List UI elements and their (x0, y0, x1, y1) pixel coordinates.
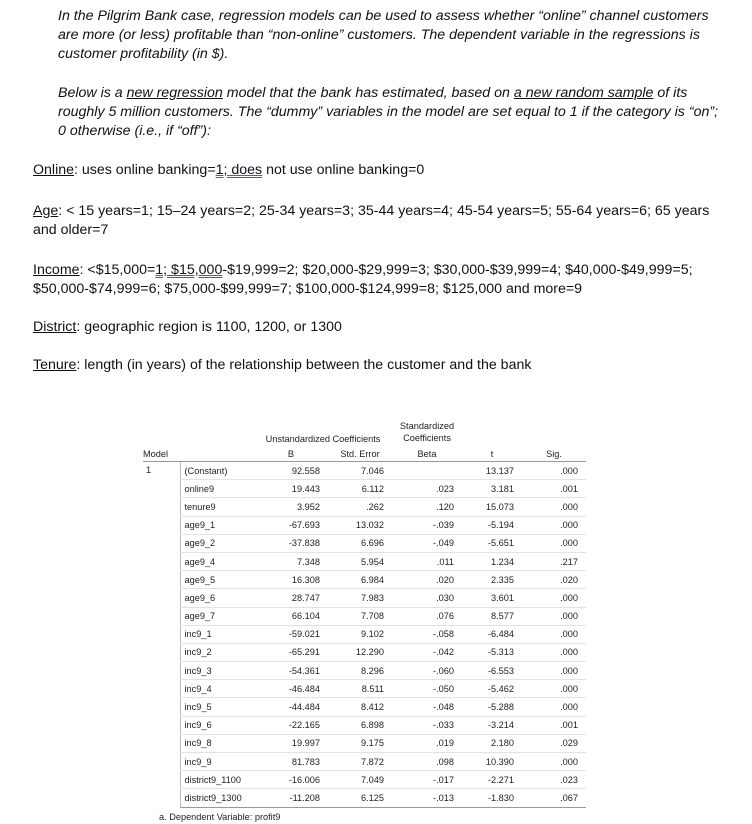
coef-b: -16.006 (254, 771, 328, 789)
coef-b: -59.021 (254, 625, 328, 643)
coef-sig: .000 (522, 516, 586, 534)
definition-online: Online: uses online banking=1; does not use online banking=0 (33, 162, 425, 178)
coef-t: -5.313 (462, 643, 522, 661)
table-row (143, 734, 586, 752)
coef-std-error: 7.046 (328, 462, 392, 480)
coef-std-error: 6.898 (328, 716, 392, 734)
coef-b: 28.747 (254, 589, 328, 607)
header-beta: Beta (392, 446, 462, 462)
variable-name: online9 (180, 480, 254, 498)
coef-std-error: .262 (328, 498, 392, 516)
table-row (143, 771, 586, 789)
coef-t: 13.137 (462, 462, 522, 480)
coef-t: 10.390 (462, 753, 522, 771)
coef-sig: .023 (522, 771, 586, 789)
coef-b: 16.308 (254, 571, 328, 589)
coef-b: 3.952 (254, 498, 328, 516)
coef-std-error: 7.983 (328, 589, 392, 607)
coef-sig: .000 (522, 625, 586, 643)
table-row (143, 625, 586, 643)
header-t: t (462, 446, 522, 462)
coef-b: -67.693 (254, 516, 328, 534)
coef-sig: .000 (522, 662, 586, 680)
coef-beta: .120 (392, 498, 462, 516)
variable-name: age9_4 (180, 552, 254, 570)
table-row (143, 753, 586, 771)
table-footnote: a. Dependent Variable: profit9 (159, 811, 281, 822)
variable-name: inc9_8 (180, 734, 254, 752)
coef-sig: .001 (522, 480, 586, 498)
coef-b: -11.208 (254, 789, 328, 807)
definition-income: Income: <$15,000=1; $15,000-$19,999=2; $20,000-$29,999=3; $30,000-$39,999=4; $40,000-$49,999=5; $50,000-$74,999=6; $75,000-$99,999=7; $100,000-$124,999=8; $125,000 and more=9 (33, 262, 693, 297)
coef-sig: .217 (522, 552, 586, 570)
coef-sig: .000 (522, 462, 586, 480)
underlined-random-sample: a new random sample (513, 85, 654, 101)
coef-t: -3.214 (462, 716, 522, 734)
coef-t: 8.577 (462, 607, 522, 625)
header-model: Model (143, 446, 180, 462)
coef-std-error: 6.125 (328, 789, 392, 807)
coef-std-error: 7.872 (328, 753, 392, 771)
coef-b: -44.484 (254, 698, 328, 716)
coef-beta: -.017 (392, 771, 462, 789)
header-std-error: Std. Error (328, 446, 392, 462)
coef-t: -6.484 (462, 625, 522, 643)
coef-beta: -.060 (392, 662, 462, 680)
coef-b: 7.348 (254, 552, 328, 570)
coef-std-error: 13.032 (328, 516, 392, 534)
variable-name: inc9_4 (180, 680, 254, 698)
coef-t: 1.234 (462, 552, 522, 570)
coef-std-error: 8.412 (328, 698, 392, 716)
table-row (143, 498, 586, 516)
variable-name: district9_1100 (180, 771, 254, 789)
coef-sig: .001 (522, 716, 586, 734)
coef-b: -37.838 (254, 534, 328, 552)
coef-t: -2.271 (462, 771, 522, 789)
coef-t: -1.830 (462, 789, 522, 807)
variable-name: district9_1300 (180, 789, 254, 807)
table-row (143, 552, 586, 570)
table-row (143, 571, 586, 589)
variable-name: age9_2 (180, 534, 254, 552)
coef-sig: .000 (522, 498, 586, 516)
header-sig: Sig. (522, 446, 586, 462)
table-row (143, 789, 586, 807)
variable-name: inc9_1 (180, 625, 254, 643)
variable-name: age9_6 (180, 589, 254, 607)
coef-t: -5.462 (462, 680, 522, 698)
coef-t: 2.335 (462, 571, 522, 589)
coef-t: 3.601 (462, 589, 522, 607)
variable-name: age9_1 (180, 516, 254, 534)
variable-name: tenure9 (180, 498, 254, 516)
coef-b: -65.291 (254, 643, 328, 661)
coef-sig: .000 (522, 698, 586, 716)
intro-paragraph-2: Below is a new regression model that the bank has estimated, based on a new random sample of its roughly 5 million customers. The “dummy” variables in the model are set equal to 1 if the category is “on”; 0 otherwise (i.e., if “off”): (58, 85, 719, 139)
coef-sig: .000 (522, 680, 586, 698)
coef-b: -54.361 (254, 662, 328, 680)
coef-beta: -.058 (392, 625, 462, 643)
coef-std-error: 5.954 (328, 552, 392, 570)
definition-district: District: geographic region is 1100, 1200, or 1300 (33, 319, 342, 335)
coef-std-error: 9.175 (328, 734, 392, 752)
coef-std-error: 12.290 (328, 643, 392, 661)
coefficients-table (143, 414, 586, 822)
coef-t: 3.181 (462, 480, 522, 498)
coef-beta: -.039 (392, 516, 462, 534)
coef-beta: .098 (392, 753, 462, 771)
coef-beta: .023 (392, 480, 462, 498)
table-row (143, 698, 586, 716)
coef-sig: .000 (522, 643, 586, 661)
table-row (143, 480, 586, 498)
definition-tenure: Tenure: length (in years) of the relationship between the customer and the bank (33, 357, 532, 373)
coef-t: -5.651 (462, 534, 522, 552)
table-row (143, 516, 586, 534)
coef-std-error: 9.102 (328, 625, 392, 643)
coef-std-error: 8.511 (328, 680, 392, 698)
variable-name: age9_5 (180, 571, 254, 589)
coef-beta: -.048 (392, 698, 462, 716)
coef-sig: .029 (522, 734, 586, 752)
coef-b: 92.558 (254, 462, 328, 480)
coef-std-error: 6.112 (328, 480, 392, 498)
table-row (143, 716, 586, 734)
coef-t: 15.073 (462, 498, 522, 516)
coef-beta: -.049 (392, 534, 462, 552)
coef-beta: -.013 (392, 789, 462, 807)
intro-paragraph-1: In the Pilgrim Bank case, regression models can be used to assess whether “online” channel customers are more (or less) profitable than “non-online” customers. The dependent variable in the regressions is customer profitability (in $). (58, 8, 709, 62)
coef-std-error: 8.296 (328, 662, 392, 680)
coef-sig: .000 (522, 589, 586, 607)
table-row (143, 607, 586, 625)
model-number: 1 (146, 465, 152, 475)
table-row (143, 643, 586, 661)
table-row (143, 534, 586, 552)
coef-sig: .000 (522, 534, 586, 552)
table-row (143, 589, 586, 607)
coef-beta: .076 (392, 607, 462, 625)
coef-std-error: 7.049 (328, 771, 392, 789)
coef-t: -5.194 (462, 516, 522, 534)
coef-sig: .067 (522, 789, 586, 807)
coef-beta: .011 (392, 552, 462, 570)
coef-t: 2.180 (462, 734, 522, 752)
variable-name: age9_7 (180, 607, 254, 625)
coef-b: 66.104 (254, 607, 328, 625)
header-b: B (254, 446, 328, 462)
coef-b: 81.783 (254, 753, 328, 771)
intro-text (58, 7, 718, 161)
coef-t: -5.288 (462, 698, 522, 716)
variable-name: inc9_9 (180, 753, 254, 771)
header-unstandardized: Unstandardized Coefficients (265, 434, 381, 444)
table-row (143, 662, 586, 680)
coef-b: -22.165 (254, 716, 328, 734)
coef-beta: -.050 (392, 680, 462, 698)
coef-std-error: 6.984 (328, 571, 392, 589)
coef-std-error: 7.708 (328, 607, 392, 625)
variable-name: inc9_6 (180, 716, 254, 734)
coef-b: 19.997 (254, 734, 328, 752)
variable-name: inc9_5 (180, 698, 254, 716)
table-row (143, 680, 586, 698)
coef-sig: .000 (522, 753, 586, 771)
variable-name: inc9_3 (180, 662, 254, 680)
table-body (143, 462, 586, 808)
coef-sig: .020 (522, 571, 586, 589)
header-standardized: Standardized Coefficients (399, 421, 455, 443)
table-row (143, 462, 586, 480)
coef-beta: -.042 (392, 643, 462, 661)
variable-name: inc9_2 (180, 643, 254, 661)
coef-beta (392, 462, 462, 480)
coef-beta: -.033 (392, 716, 462, 734)
coef-t: -6.553 (462, 662, 522, 680)
variable-name: (Constant) (180, 462, 254, 480)
definition-age: Age: < 15 years=1; 15–24 years=2; 25-34 years=3; 35-44 years=4; 45-54 years=5; 55-64 years=6; 65 years and older=7 (33, 203, 710, 238)
coef-b: 19.443 (254, 480, 328, 498)
coef-std-error: 6.696 (328, 534, 392, 552)
coef-b: -46.484 (254, 680, 328, 698)
underlined-new-regression: new regression (126, 85, 223, 101)
coef-beta: .019 (392, 734, 462, 752)
coef-beta: .030 (392, 589, 462, 607)
coef-sig: .000 (522, 607, 586, 625)
coef-beta: .020 (392, 571, 462, 589)
